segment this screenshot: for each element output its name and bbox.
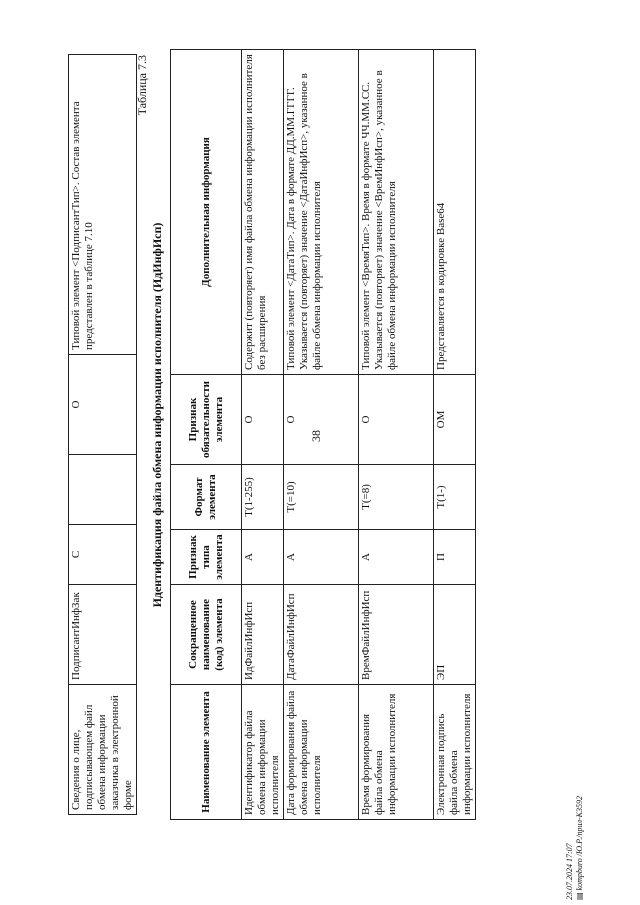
cell-format: T(=10) [284,465,359,530]
cell-info: Типовой элемент <ВремяТип>. Время в формате ЧЧ.ММ.СС. Указывается (повторяет) значение <ВремИнфИсп>, указанное в файле обмена информации исполнителя [359,50,434,375]
cell-type: А [284,530,359,585]
cell-code: ПодписантИнфЗак [69,585,137,685]
cell-info: Типовой элемент <ПодписантТип>. Состав элемента представлен в таблице 7.10 [69,55,137,355]
cell-type: П [434,530,476,585]
cell-name: Время формирования файла обмена информации исполнителя [359,685,434,820]
cell-info: Содержит (повторяет) имя файла обмена информации исполнителя без расширения [242,50,284,375]
cell-code: ВремФайлИнфИсп [359,585,434,685]
cell-format [69,455,137,525]
header-name: Наименование элемента [171,685,242,820]
cell-required: ОМ [434,375,476,465]
cell-required: О [242,375,284,465]
table-row [242,50,284,820]
cell-type: А [242,530,284,585]
header-type: Признак типа элемента [171,530,242,585]
footer-stamp [565,710,595,900]
cell-type: С [69,525,137,585]
page-number: 38 [309,430,323,442]
cell-code: ЭП [434,585,476,685]
cell-code: ИдФайлИнфИсп [242,585,284,685]
table-title: Идентификация файла обмена информации исполнителя (ИдИнфИсп) [150,222,164,608]
previous-table-continuation [68,54,137,815]
cell-format: T(=8) [359,465,434,530]
cell-format: T(1-) [434,465,476,530]
cell-required: О [69,355,137,455]
cell-required: О [359,375,434,465]
cell-code: ДатаФайлИнфИсп [284,585,359,685]
table-header-row [171,50,242,820]
footer-date: 23.07.2024 17:07 [565,843,574,900]
header-required: Признак обязательности элемента [171,375,242,465]
cell-type: А [359,530,434,585]
document-icon: ▤ [575,892,584,900]
table-row [359,50,434,820]
table-row [434,50,476,820]
table-label: Таблица 7.3 [135,55,149,116]
table-row [284,50,359,820]
cell-info: Типовой элемент <ДатаТип>. Дата в формате ДД.ММ.ГГГГ. Указывается (повторяет) значение <ДатаИнфИсп>, указанное в файле обмена информации исполнителя [284,50,359,375]
cell-info: Представляется в кодировке Base64 [434,50,476,375]
identification-table [170,49,476,820]
cell-name: Дата формирования файла обмена информации исполнителя [284,685,359,820]
cell-format: T(1-255) [242,465,284,530]
cell-name: Электронная подпись файла обмена информации исполнителя [434,685,476,820]
header-info: Дополнительная информация [171,50,242,375]
cell-required: О [284,375,359,465]
cell-name: Сведения о лице, подписывающем файл обмена информации заказчика в электронной форме [69,685,137,815]
table-row [69,55,137,815]
header-code: Сокращенное наименование (код) элемента [171,585,242,685]
cell-name: Идентификатор файла обмена информации исполнителя [242,685,284,820]
header-format: Формат элемента [171,465,242,530]
footer-text: kompburo /Ю.Р./прил-К3592 [575,796,584,891]
